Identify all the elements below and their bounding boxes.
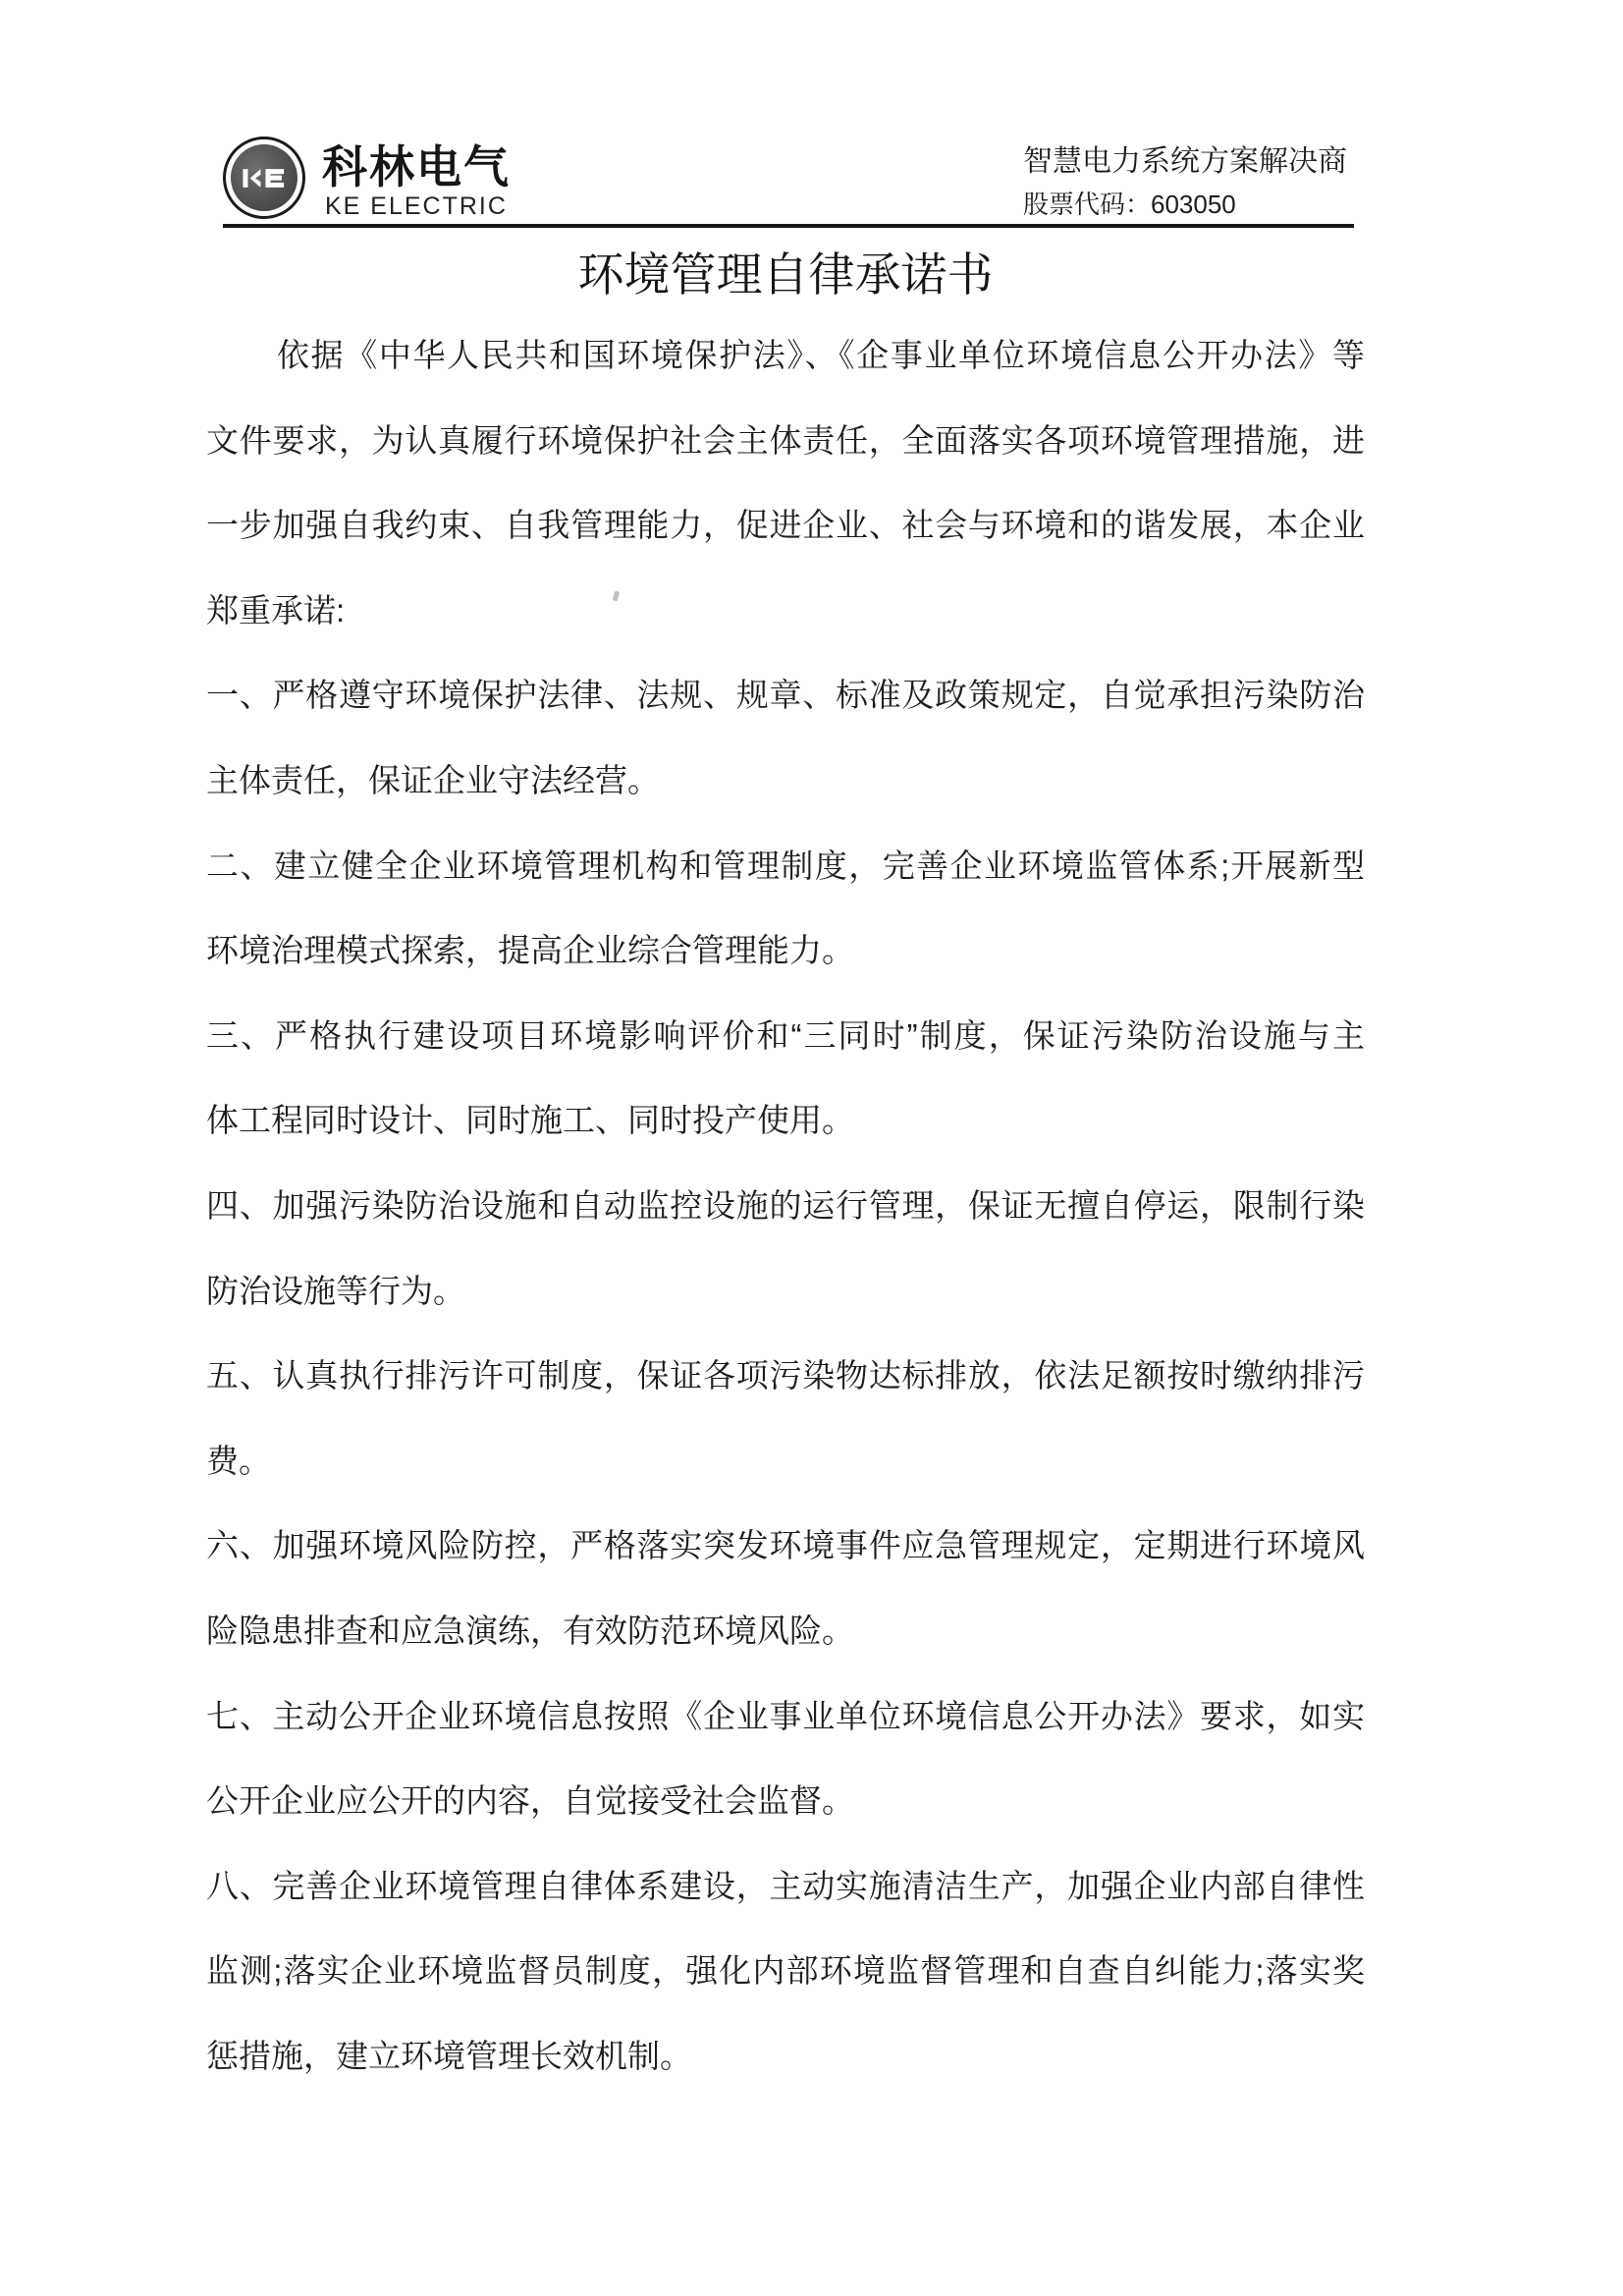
ke-logo-disc [231,144,298,211]
body-line: 七、主动公开企业环境信息按照《企业事业单位环境信息公开办法》要求，如实 [206,1697,1365,1734]
body-line: 体工程同时设计、同时施工、同时投产使用。 [206,1102,854,1139]
body-line: 三、严格执行建设项目环境影响评价和“三同时”制度，保证污染防治设施与主 [206,1016,1365,1054]
body-line: 郑重承诺: [206,591,346,629]
body-line: 一步加强自我约束、自我管理能力，促进企业、社会与环境和的谐发展，本企业 [206,507,1365,544]
body-line: 费。 [206,1442,271,1479]
body-line: 四、加强污染防治设施和自动监控设施的运行管理，保证无擅自停运，限制行染 [206,1186,1365,1224]
body-line: 环境治理模式探索，提高企业综合管理能力。 [206,932,854,969]
header-divider [223,224,1354,228]
document-title: 环境管理自律承诺书 [577,248,994,301]
body-line: 一、严格遵守环境保护法律、法规、规章、标准及政策规定，自觉承担污染防治 [206,677,1365,714]
body-line: 惩措施，建立环境管理长效机制。 [206,2037,692,2074]
stock-code-label: 股票代码：603050 [1023,190,1236,219]
header-tagline: 智慧电力系统方案解决商 [1023,145,1347,178]
body-line: 文件要求，为认真履行环境保护社会主体责任，全面落实各项环境管理措施，进 [206,421,1365,459]
body-line: 二、建立健全企业环境管理机构和管理制度，完善企业环境监管体系;开展新型 [206,847,1365,884]
ke-monogram-icon [242,165,287,191]
document-body [206,313,1365,2099]
body-line: 险隐患排查和应急演练，有效防范环境风险。 [206,1612,854,1649]
company-name-cn: 科林电气 [322,141,511,192]
company-name-en: KE ELECTRIC [325,192,508,220]
body-line: 五、认真执行排污许可制度，保证各项污染物达标排放，依法足额按时缴纳排污 [206,1357,1365,1394]
body-line: 监测;落实企业环境监督员制度，强化内部环境监督管理和自查自纠能力;落实奖 [206,1952,1365,1990]
body-line: 公开企业应公开的内容，自觉接受社会监督。 [206,1782,854,1820]
body-line: 八、完善企业环境管理自律体系建设，主动实施清洁生产，加强企业内部自律性 [206,1867,1365,1904]
body-line: 六、加强环境风险防控，严格落实突发环境事件应急管理规定，定期进行环境风 [206,1527,1365,1564]
body-line: 主体责任，保证企业守法经营。 [206,761,660,798]
body-line: 防治设施等行为。 [206,1272,465,1309]
body-line: 依据《中华人民共和国环境保护法》、《企事业单位环境信息公开办法》等 [277,337,1365,373]
ke-logo-icon [223,137,305,219]
